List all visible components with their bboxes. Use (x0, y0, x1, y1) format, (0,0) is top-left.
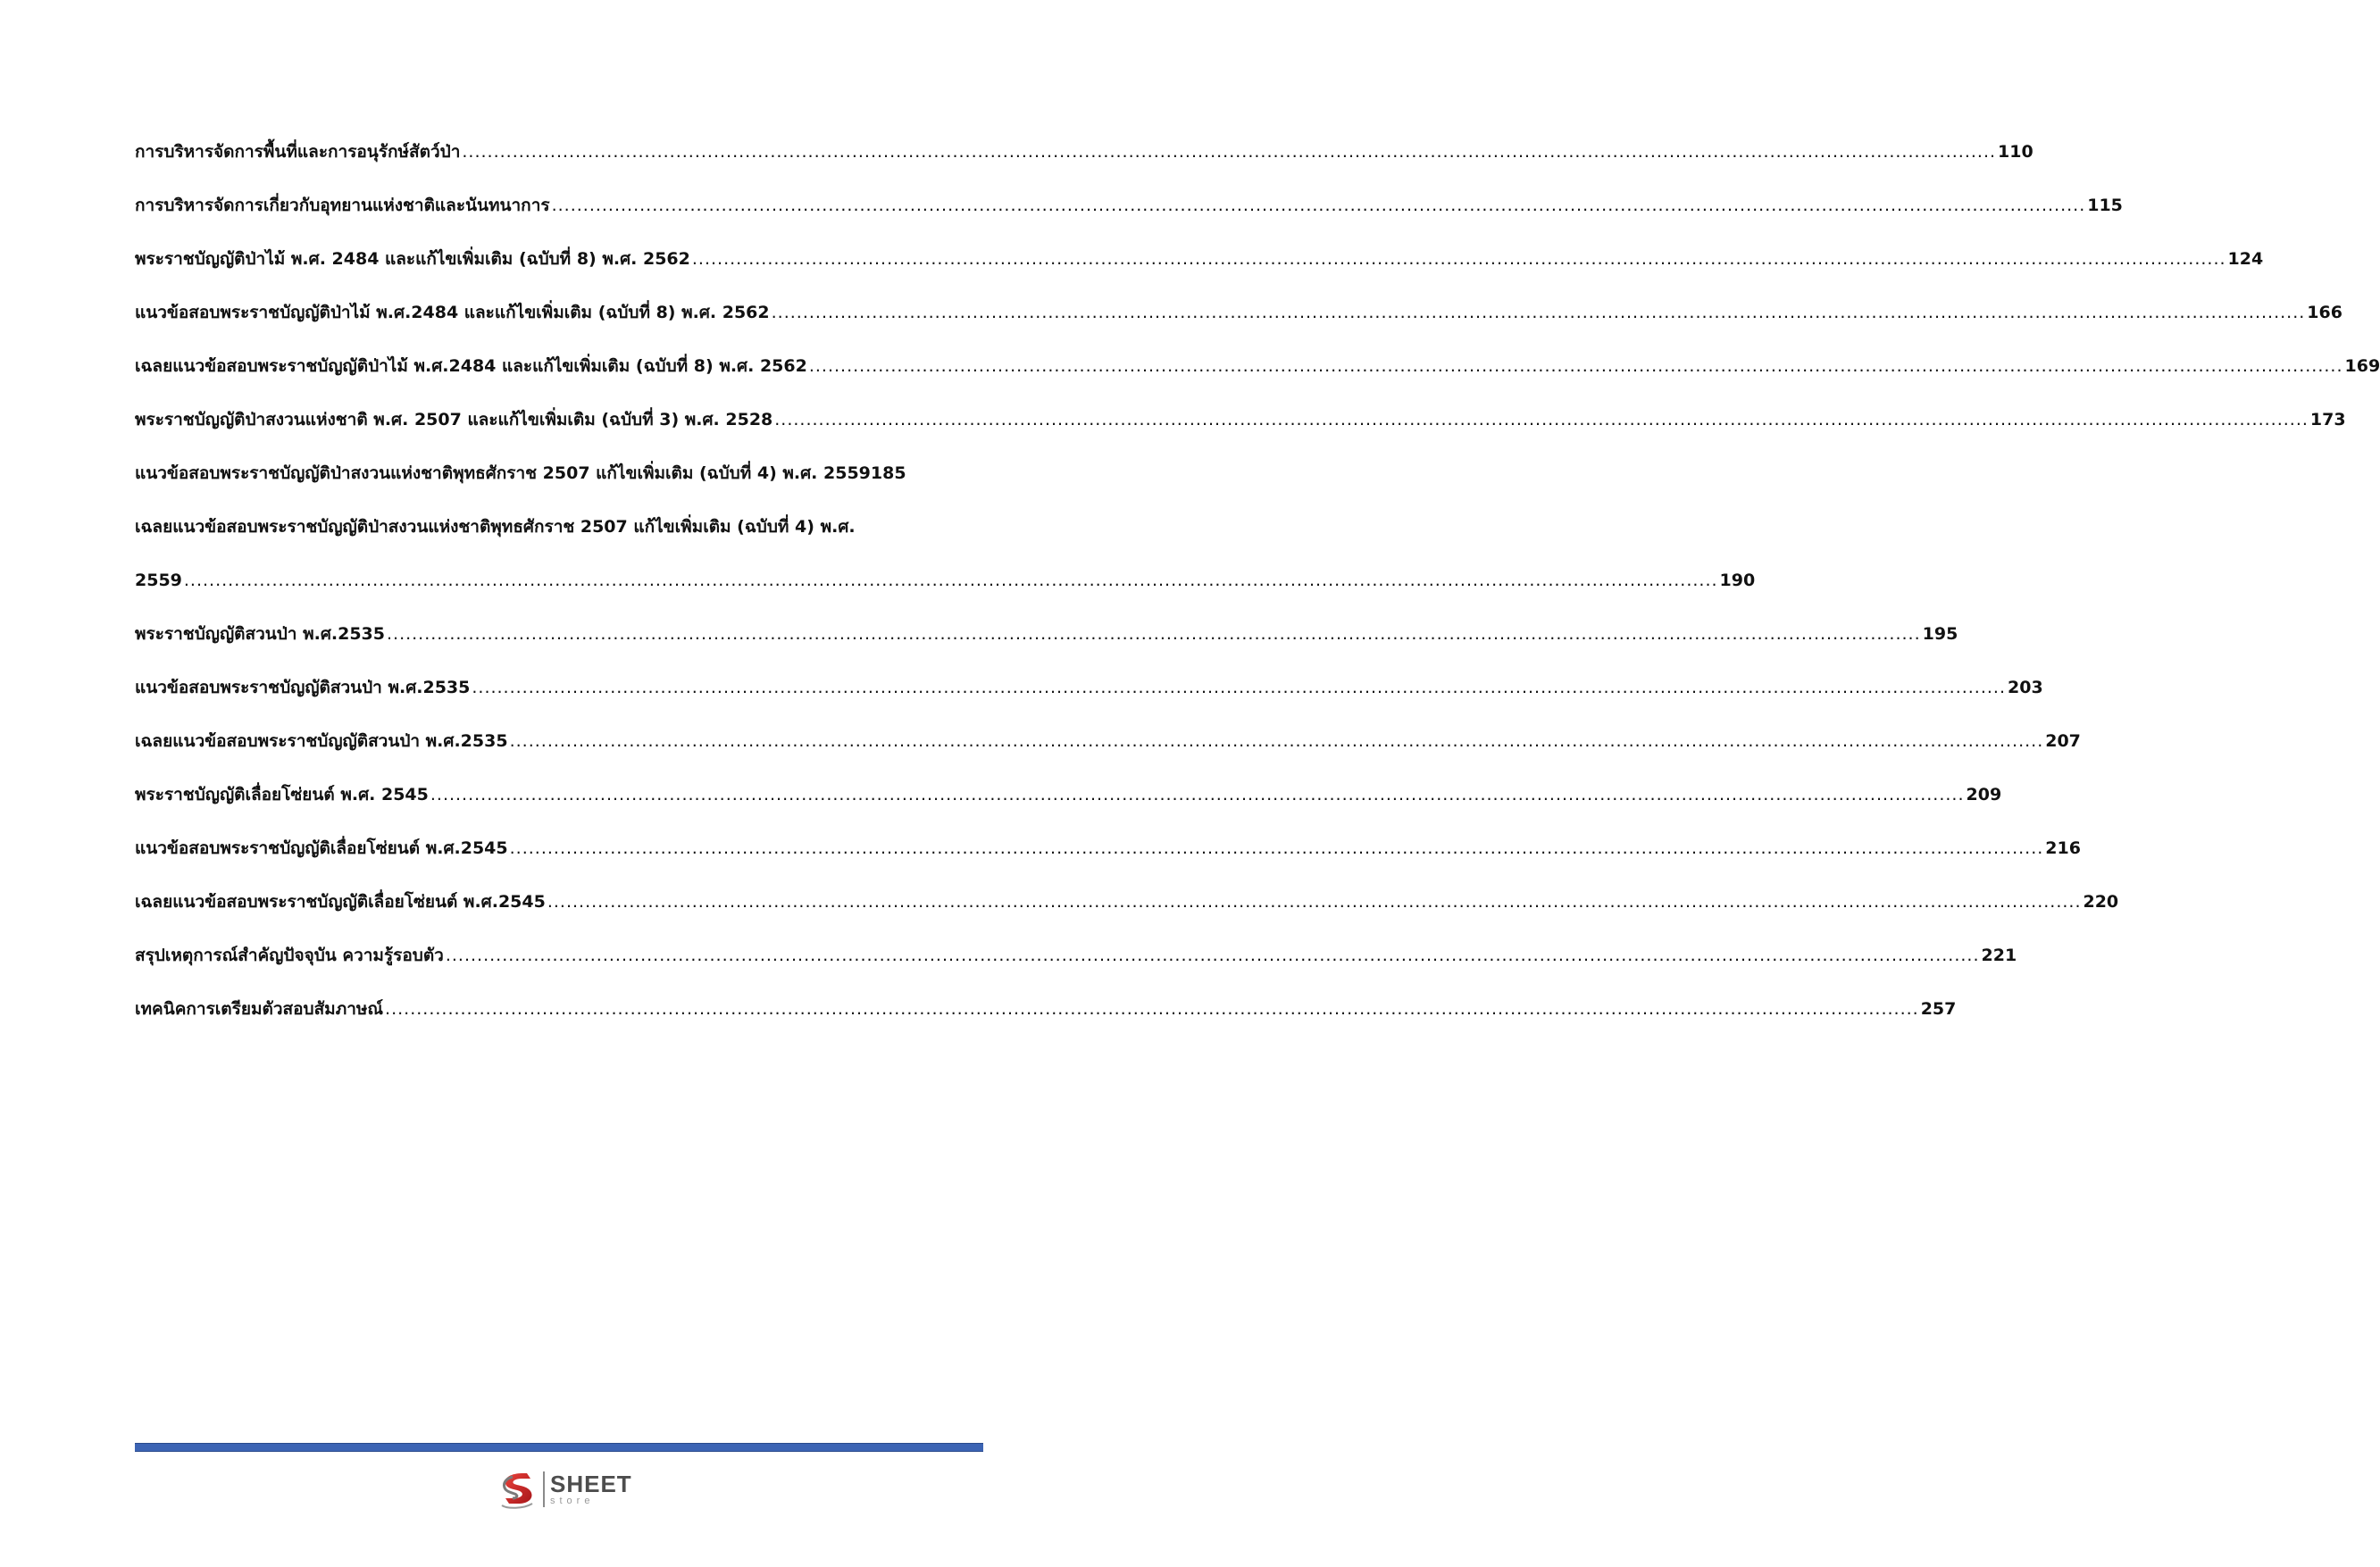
toc-entry-page: 209 (1966, 785, 2002, 804)
toc-entry[interactable] (135, 621, 1958, 674)
toc-entry[interactable] (135, 942, 2017, 996)
logo-separator (543, 1471, 545, 1507)
toc-entry-title: สรุปเหตุการณ์สำคัญปัจจุบัน ความรู้รอบตัว (135, 946, 444, 965)
toc-entry-title: เฉลยแนวข้อสอบพระราชบัญญัติเลื่อยโซ่ยนต์ พ.ศ.2545 (135, 892, 546, 912)
toc-entry-page: 203 (2008, 678, 2043, 697)
toc-entry-page: 220 (2083, 892, 2119, 912)
sheet-store-logo (497, 1464, 632, 1514)
toc-entry-page: 169 (2344, 356, 2380, 376)
toc-entry[interactable] (135, 460, 974, 513)
toc-leader: .................................................................................................................................................................................................................................................... (430, 785, 1965, 804)
toc-entry-title: พระราชบัญญัติป่าสงวนแห่งชาติ พ.ศ. 2507 และแก้ไขเพิ่มเติม (ฉบับที่ 3) พ.ศ. 2528 (135, 410, 773, 429)
toc-entry-title-line1: เฉลยแนวข้อสอบพระราชบัญญัติป่าสงวนแห่งชาติพุทธศักราช 2507 แก้ไขเพิ่มเติม (ฉบับที่ 4) พ.ศ. (135, 517, 856, 537)
toc-leader: .................................................................................................................................................................................................................................................... (774, 410, 2309, 429)
toc-entry[interactable] (135, 996, 1957, 1049)
toc-entry-page: 110 (1998, 142, 2033, 162)
toc-leader: .................................................................................................................................................................................................................................................... (551, 196, 2086, 215)
toc-leader: .................................................................................................................................................................................................................................................... (771, 303, 2306, 322)
toc-entry[interactable] (135, 888, 2119, 942)
toc-entry[interactable] (135, 513, 1756, 621)
toc-entry-title: พระราชบัญญัติเลื่อยโซ่ยนต์ พ.ศ. 2545 (135, 785, 429, 804)
logo-text (550, 1472, 632, 1506)
toc-entry-title: การบริหารจัดการพื้นที่และการอนุรักษ์สัตว์ป่า (135, 142, 461, 162)
toc-entry[interactable] (135, 353, 2380, 406)
toc-entry-page: 166 (2307, 303, 2342, 322)
toc-entry-page: 173 (2309, 410, 2346, 429)
logo-title: SHEET (550, 1471, 632, 1497)
toc-entry-title: แนวข้อสอบพระราชบัญญัติสวนป่า พ.ศ.2535 (135, 678, 471, 697)
toc-entry-title: การบริหารจัดการเกี่ยวกับอุทยานแห่งชาติและนันทนาการ (135, 196, 550, 215)
toc-entry-title: เฉลยแนวข้อสอบพระราชบัญญัติป่าไม้ พ.ศ.2484 และแก้ไขเพิ่มเติม (ฉบับที่ 8) พ.ศ. 2562 (135, 356, 807, 376)
toc-entry-page: 190 (1719, 571, 1756, 590)
toc-entry-page: 195 (1922, 624, 1958, 644)
toc-entry-page: 207 (2045, 731, 2081, 751)
toc-entry-title: พระราชบัญญัติสวนป่า พ.ศ.2535 (135, 624, 385, 644)
toc-entry-page: 257 (1920, 999, 1957, 1019)
toc-leader: .................................................................................................................................................................................................................................................... (386, 624, 1921, 644)
footer-rule (135, 1443, 983, 1452)
toc-leader: .................................................................................................................................................................................................................................................... (472, 678, 2007, 697)
toc-leader: .................................................................................................................................................................................................................................................... (183, 571, 1718, 590)
toc-entry[interactable] (135, 246, 2264, 299)
toc-leader: .................................................................................................................................................................................................................................................... (445, 946, 1980, 965)
toc-entry-title: เทคนิคการเตรียมตัวสอบสัมภาษณ์ (135, 999, 384, 1019)
toc-leader: .................................................................................................................................................................................................................................................... (509, 838, 2044, 858)
toc-entry-title: พระราชบัญญัติป่าไม้ พ.ศ. 2484 และแก้ไขเพิ่มเติม (ฉบับที่ 8) พ.ศ. 2562 (135, 249, 690, 269)
logo-subtitle: store (550, 1496, 595, 1506)
toc-entry-page: 124 (2227, 249, 2264, 269)
sheet-store-logo-icon (497, 1468, 539, 1511)
toc-leader: .................................................................................................................................................................................................................................................... (547, 892, 2082, 912)
toc-entry[interactable] (135, 674, 2043, 728)
toc-entry-page: 216 (2045, 838, 2081, 858)
toc-entry[interactable] (135, 138, 2033, 192)
toc-entry-title: เฉลยแนวข้อสอบพระราชบัญญัติสวนป่า พ.ศ.2535 (135, 731, 508, 751)
toc-leader: .................................................................................................................................................................................................................................................... (509, 731, 2044, 751)
toc-entry[interactable] (135, 835, 2081, 888)
toc-entry-title: แนวข้อสอบพระราชบัญญัติเลื่อยโซ่ยนต์ พ.ศ.2545 (135, 838, 508, 858)
table-of-contents (135, 138, 2380, 1049)
toc-leader: .................................................................................................................................................................................................................................................... (462, 142, 1997, 162)
toc-entry-title: แนวข้อสอบพระราชบัญญัติป่าไม้ พ.ศ.2484 และแก้ไขเพิ่มเติม (ฉบับที่ 8) พ.ศ. 2562 (135, 303, 770, 322)
toc-entry[interactable] (135, 406, 2346, 460)
toc-entry-page: 221 (1981, 946, 2017, 965)
toc-entry-title: แนวข้อสอบพระราชบัญญัติป่าสงวนแห่งชาติพุทธศักราช 2507 แก้ไขเพิ่มเติม (ฉบับที่ 4) พ.ศ. 2559185 (135, 463, 906, 483)
toc-entry[interactable] (135, 728, 2081, 781)
toc-entry-title-line2: 2559 (135, 571, 182, 590)
toc-leader: .................................................................................................................................................................................................................................................... (691, 249, 2226, 269)
toc-leader: .................................................................................................................................................................................................................................................... (385, 999, 1919, 1019)
toc-entry[interactable] (135, 781, 2002, 835)
toc-entry[interactable] (135, 299, 2342, 353)
toc-entry-page: 115 (2087, 196, 2123, 215)
toc-leader: .................................................................................................................................................................................................................................................... (808, 356, 2343, 376)
toc-entry[interactable] (135, 192, 2123, 246)
